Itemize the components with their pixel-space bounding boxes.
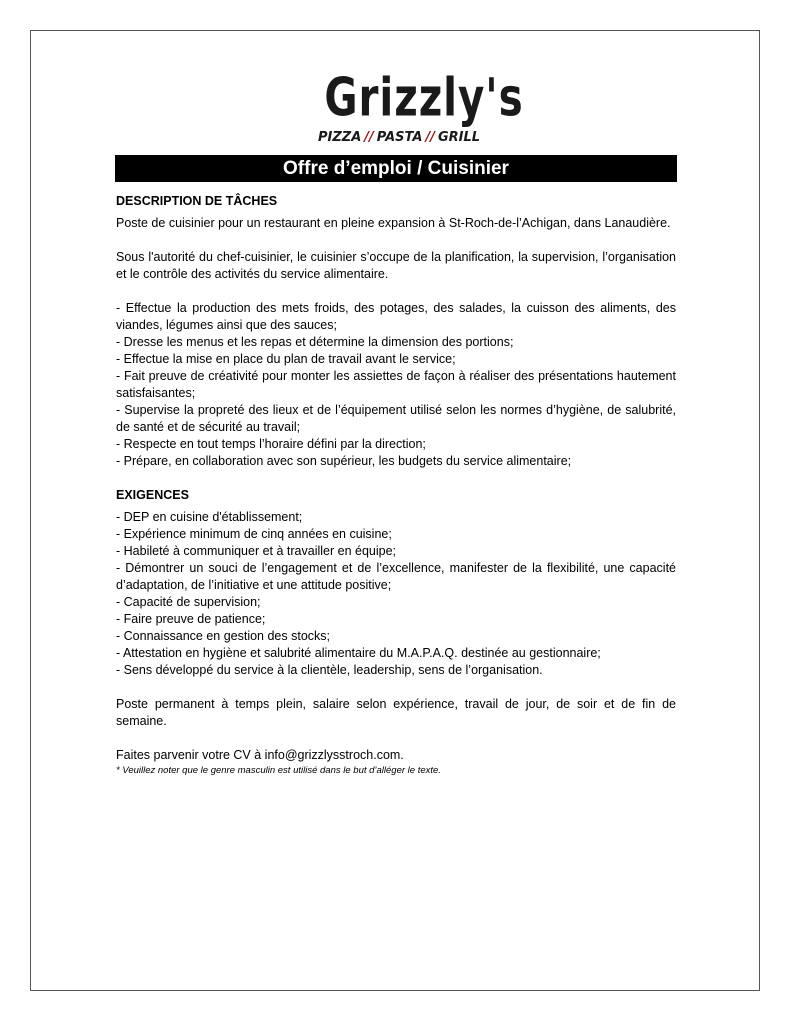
requirements-heading: EXIGENCES (116, 488, 189, 502)
logo-slash-1: // (364, 130, 374, 145)
requirement-item: - Démontrer un souci de l’engagement et de l’excellence, manifester de la flexibilité, une capacité d’adaptation, de l’initiative et une attitude positive; (116, 561, 676, 592)
requirement-item: - Attestation en hygiène et salubrité alimentaire du M.A.P.A.Q. destinée au gestionnaire; (116, 646, 601, 660)
description-paragraph-1: Poste de cuisinier pour un restaurant en pleine expansion à St-Roch-de-l’Achigan, dans Lanaudière. (116, 216, 671, 230)
description-heading: DESCRIPTION DE TÂCHES (116, 194, 278, 208)
task-list (116, 300, 676, 470)
gender-note: * Veuillez noter que le genre masculin est utilisé dans le but d’alléger le texte. (116, 765, 441, 776)
requirement-item: - Habileté à communiquer et à travailler en équipe; (116, 544, 397, 558)
requirement-item: - Connaissance en gestion des stocks; (116, 629, 331, 643)
requirement-item: - Capacité de supervision; (116, 595, 261, 609)
description-paragraph-2: Sous l'autorité du chef-cuisinier, le cuisinier s’occupe de la planification, la supervision, l’organisation et le contrôle des activités du service alimentaire. (116, 250, 676, 281)
logo-tagline-pasta: PASTA (376, 130, 423, 145)
task-item: - Fait preuve de créativité pour monter les assiettes de façon à réaliser des présentations hautement satisfaisantes; (116, 369, 676, 400)
logo-tagline (318, 130, 481, 145)
task-item: - Supervise la propreté des lieux et de l’équipement utilisé selon les normes d’hygiène, de salubrité, de santé et de sécurité au travail; (116, 403, 676, 434)
requirement-item: - DEP en cuisine d'établissement; (116, 510, 303, 524)
requirement-item: - Faire preuve de patience; (116, 612, 266, 626)
task-item: - Prépare, en collaboration avec son supérieur, les budgets du service alimentaire; (116, 454, 572, 468)
page-title: Offre d’emploi / Cuisinier (115, 155, 677, 182)
contact-instructions: Faites parvenir votre CV à info@grizzlysstroch.com. (116, 748, 404, 762)
logo-wordmark: Grizzly's (324, 67, 524, 129)
employment-conditions: Poste permanent à temps plein, salaire selon expérience, travail de jour, de soir et de fin de semaine. (116, 697, 676, 728)
job-posting-body (116, 193, 676, 778)
logo-tagline-grill: GRILL (437, 130, 481, 145)
task-item: - Respecte en tout temps l’horaire défini par la direction; (116, 437, 426, 451)
task-item: - Effectue la production des mets froids, des potages, des salades, la cuisson des aliments, des viandes, légumes ainsi que des sauces; (116, 301, 676, 332)
requirements-list (116, 509, 676, 679)
logo-tagline-pizza: PIZZA (318, 130, 362, 145)
company-logo (318, 67, 524, 150)
logo-slash-2: // (425, 130, 435, 145)
task-item: - Effectue la mise en place du plan de travail avant le service; (116, 352, 456, 366)
requirement-item: - Sens développé du service à la clientèle, leadership, sens de l’organisation. (116, 663, 543, 677)
task-item: - Dresse les menus et les repas et détermine la dimension des portions; (116, 335, 514, 349)
requirement-item: - Expérience minimum de cinq années en cuisine; (116, 527, 392, 541)
